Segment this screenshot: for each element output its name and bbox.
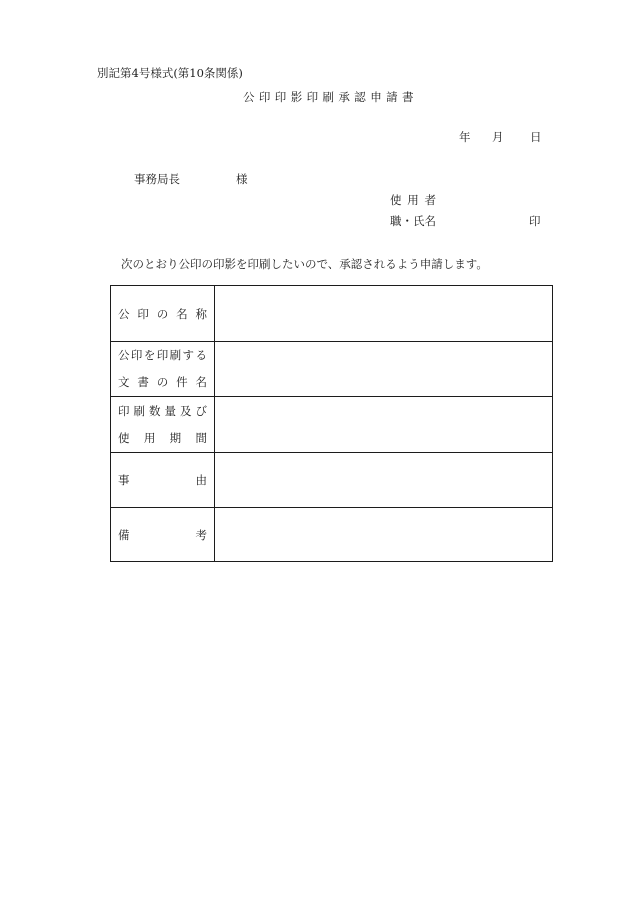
row-label-line (118, 369, 207, 396)
label-char: 印 (156, 348, 169, 362)
seal-mark: 印 (529, 214, 541, 228)
row-label-seal-name (111, 286, 215, 342)
label-char: 使 (390, 193, 402, 207)
label-char: 備 (118, 528, 130, 542)
label-char: 書 (137, 375, 149, 389)
row-label-document-title (111, 342, 215, 397)
label-char: 氏 (413, 214, 425, 228)
row-value-reason (215, 453, 552, 508)
label-char: 印 (118, 403, 130, 418)
label-char: る (195, 348, 207, 362)
applicant-name-label (390, 214, 436, 228)
label-char: 量 (164, 403, 176, 418)
date-month-label: 月 (492, 130, 504, 144)
label-char: 名 (176, 306, 188, 321)
date-year-label: 年 (459, 130, 471, 144)
row-label-line (118, 300, 207, 328)
label-char: 及 (180, 403, 192, 418)
label-char: 期 (169, 430, 182, 445)
label-char: 称 (195, 306, 207, 321)
application-statement: 次のとおり公印の印影を印刷したいので、承認されるよう申請します。 (121, 257, 488, 271)
row-value-quantity-period (215, 397, 552, 453)
label-char: 印 (130, 348, 143, 362)
label-char: 名 (195, 375, 207, 389)
label-char: 数 (149, 403, 161, 418)
applicant-label (390, 193, 436, 207)
row-label-line (118, 425, 207, 452)
form-number: 別記第4号様式(第10条関係) (97, 66, 243, 80)
label-char: 使 (118, 430, 130, 445)
row-value-seal-name (215, 286, 552, 342)
label-char: す (182, 348, 195, 362)
label-char: 間 (195, 430, 207, 445)
label-char: び (195, 403, 207, 418)
label-char: 者 (424, 193, 436, 207)
label-char: を (143, 348, 156, 362)
row-label-remarks (111, 508, 215, 562)
label-char: 事 (118, 473, 130, 487)
document-title: 公印印影印刷承認申請書 (243, 90, 418, 104)
label-char: 考 (195, 528, 207, 542)
application-table (110, 285, 553, 562)
label-char: ・ (401, 214, 413, 228)
row-label-line (118, 398, 207, 425)
label-char: 名 (424, 214, 436, 228)
label-char: 公 (118, 348, 130, 362)
label-char: 職 (390, 214, 402, 228)
row-label-line (118, 521, 207, 549)
label-char: 用 (407, 193, 419, 207)
label-char: 由 (195, 473, 207, 487)
row-value-document-title (215, 342, 552, 397)
label-char: 件 (176, 375, 188, 389)
row-label-line (118, 466, 207, 494)
addressee-name: 事務局長 (134, 172, 180, 186)
date-day-label: 日 (530, 130, 542, 144)
row-label-quantity-period (111, 397, 215, 453)
row-value-remarks (215, 508, 552, 562)
label-char: 刷 (169, 348, 182, 362)
label-char: 印 (137, 306, 149, 321)
row-label-reason (111, 453, 215, 508)
label-char: 用 (143, 430, 156, 445)
label-char: 文 (118, 375, 130, 389)
label-char: 刷 (133, 403, 145, 418)
addressee-honorific: 様 (236, 172, 248, 186)
label-char: の (156, 306, 169, 321)
label-char: の (156, 375, 169, 389)
row-label-line (118, 342, 207, 369)
label-char: 公 (118, 306, 130, 321)
